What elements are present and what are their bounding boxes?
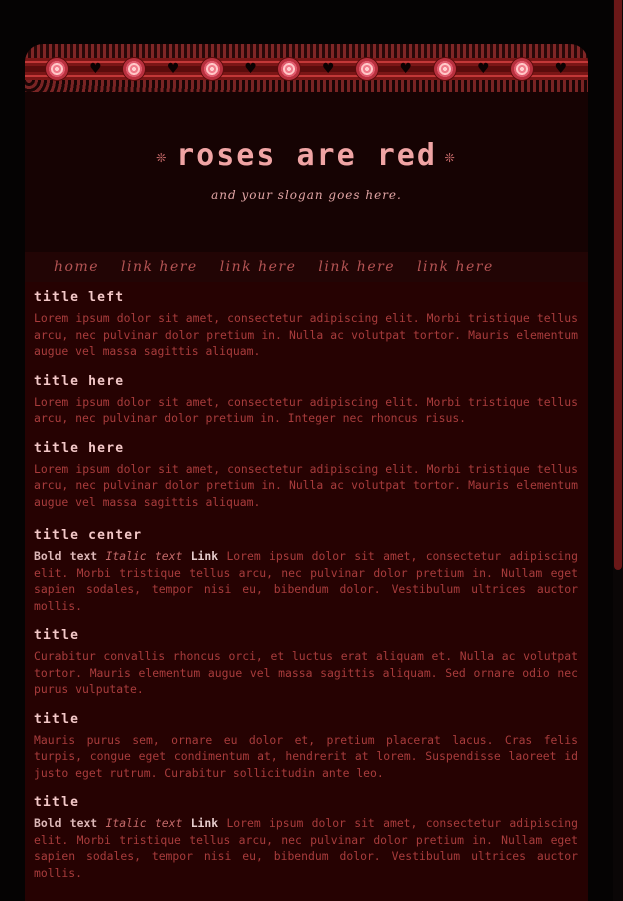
nav-link[interactable]: link here (121, 259, 198, 275)
heart-icon: ♥ (166, 61, 180, 77)
post-body: Lorem ipsum dolor sit amet, consectetur adipiscing elit. Morbi tristique tellus arcu, nec pulvinar dolor pretium in. Integer nec rhoncus risus. (34, 394, 578, 425)
italic-text: Italic text (105, 816, 183, 830)
heart-icon: ♥ (321, 61, 335, 77)
post (34, 528, 578, 614)
post-body (34, 548, 578, 614)
rose-icon (46, 58, 68, 80)
sparkle-icon: ❊ (156, 147, 169, 166)
heart-icon: ♥ (399, 61, 413, 77)
rose-icon (434, 58, 456, 80)
nav-link-home[interactable]: home (54, 259, 100, 275)
scrollbar-thumb[interactable] (614, 0, 622, 570)
post-title: title (34, 795, 80, 810)
page-container (25, 44, 588, 901)
nav-link[interactable]: link here (417, 259, 494, 275)
nav-bar (25, 252, 588, 282)
post-body: Lorem ipsum dolor sit amet, consectetur adipiscing elit. Morbi tristique tellus arcu, nec pulvinar dolor pretium in. Nulla ac volutpat tortor. Mauris elementum augue vel massa sagittis aliquam. (34, 311, 578, 358)
heart-icon: ♥ (89, 61, 102, 77)
post (34, 441, 578, 511)
bold-text: Bold text (34, 816, 98, 830)
post (34, 712, 578, 782)
content-link[interactable]: Link (190, 816, 219, 830)
post-body-text: Lorem ipsum dolor sit amet, consectetur adipiscing elit. Morbi tristique tellus arcu, nec pulvinar dolor pretium in. Nullam eget sapien sodales, tempor nisi eu, bibendum dolor. Vestibulum ultrices auctor mollis. (34, 549, 579, 613)
post (34, 628, 578, 698)
rose-icon (201, 58, 223, 80)
rose-icon (511, 58, 533, 80)
content-link[interactable]: Link (190, 549, 219, 563)
post-title: title (34, 711, 80, 727)
main-content (25, 282, 588, 901)
sparkle-icon: ❊ (444, 147, 457, 166)
heart-icon: ♥ (554, 61, 568, 77)
site-title-text: roses are red (176, 138, 437, 173)
rose-banner (25, 44, 588, 92)
lace-top-border (25, 44, 588, 58)
bold-text: Bold text (34, 549, 98, 563)
post-title: title here (34, 373, 125, 389)
rose-icon (123, 58, 145, 80)
rose-icon (356, 58, 378, 80)
post (34, 374, 578, 427)
italic-text: Italic text (105, 549, 183, 563)
post-body: Curabitur convallis rhoncus orci, et luctus erat aliquam et. Nulla ac volutpat tortor. Mauris elementum augue vel massa sagittis aliquam. Sed ornare odio nec purus vulputate. (34, 649, 578, 696)
lace-bottom-border (25, 80, 588, 92)
banner-icon-row (25, 57, 588, 81)
post-title: title here (34, 440, 125, 456)
heart-icon: ♥ (244, 61, 257, 77)
nav-link[interactable]: link here (219, 259, 297, 275)
post-body-text: Lorem ipsum dolor sit amet, consectetur adipiscing elit. Morbi tristique tellus arcu, nec pulvinar dolor pretium in. Nullam eget sapien sodales, tempor nisi eu, bibendum dolor. Vestibulum ultrices auctor mollis. (34, 816, 579, 880)
post-body (34, 815, 578, 881)
heart-icon: ♥ (477, 61, 490, 77)
site-title (25, 138, 588, 173)
post-title: title center (34, 528, 143, 543)
post-body: Lorem ipsum dolor sit amet, consectetur adipiscing elit. Morbi tristique tellus arcu, nec pulvinar dolor pretium in. Nulla ac volutpat tortor. Mauris elementum augue vel massa sagittis aliquam. (34, 461, 578, 509)
post (34, 290, 578, 360)
site-slogan: and your slogan goes here. (211, 188, 402, 202)
rose-icon (278, 58, 300, 80)
post-title: title (34, 628, 80, 643)
nav-link[interactable]: link here (318, 259, 396, 275)
post (34, 795, 578, 881)
site-header (25, 92, 588, 252)
post-body: Mauris purus sem, ornare eu dolor et, pretium placerat lacus. Cras felis turpis, congue eget condimentum at, hendrerit at lorem. Suspendisse laoreet id justo eget rutrum. Curabitur sollicitudin ante leo. (34, 732, 578, 780)
post-title: title left (34, 290, 125, 305)
